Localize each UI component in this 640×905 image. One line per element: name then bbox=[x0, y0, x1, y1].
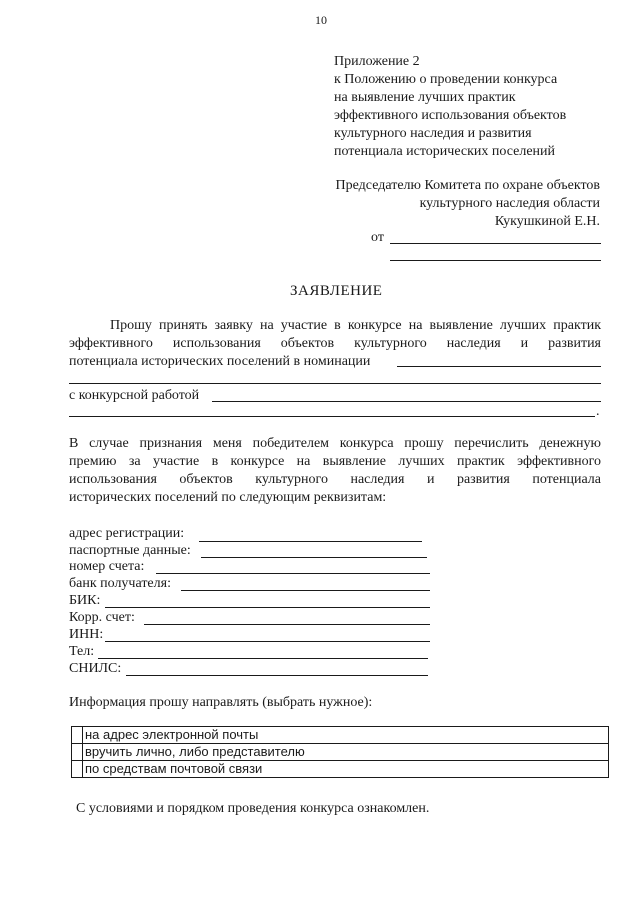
delivery-option-row[interactable] bbox=[72, 744, 609, 761]
bik-field[interactable] bbox=[105, 607, 430, 608]
closing-statement: С условиями и порядком проведения конкурса ознакомлен. bbox=[76, 801, 430, 816]
page-number: 10 bbox=[315, 13, 327, 27]
appendix-line: эффективного использования объектов bbox=[334, 108, 567, 123]
delivery-options-table bbox=[71, 726, 609, 778]
nomination-field-continued[interactable] bbox=[69, 383, 601, 384]
account-field[interactable] bbox=[156, 573, 430, 574]
paragraph2-line1: В случае признания меня победителем конкурса прошу перечислить денежную bbox=[69, 436, 601, 451]
appendix-block bbox=[334, 54, 566, 162]
option-post-label: по средствам почтовой связи bbox=[83, 761, 609, 778]
paragraph1-line2: эффективного использования объектов культурного наследия и развития bbox=[69, 336, 601, 351]
addressee-block bbox=[336, 178, 600, 232]
info-prompt: Информация прошу направлять (выбрать нужное): bbox=[69, 695, 373, 710]
addressee-line-1: Председателю Комитета по охране объектов bbox=[335, 178, 600, 193]
address-field[interactable] bbox=[199, 541, 422, 542]
corr-account-label: Корр. счет: bbox=[69, 610, 135, 625]
from-field-line-1[interactable] bbox=[390, 243, 601, 244]
addressee-line-3: Кукушкиной Е.Н. bbox=[494, 214, 600, 229]
paragraph1-line1: Прошу принять заявку на участие в конкурсе на выявление лучших практик bbox=[110, 318, 601, 333]
work-end-mark: . bbox=[596, 404, 600, 419]
checkbox-post[interactable] bbox=[72, 761, 83, 778]
paragraph2-line2: премию за участие в конкурсе на выявление лучших практик эффективного bbox=[69, 454, 601, 469]
snils-label: СНИЛС: bbox=[69, 661, 122, 676]
document-title: ЗАЯВЛЕНИЕ bbox=[290, 283, 383, 299]
inn-label: ИНН: bbox=[69, 627, 104, 642]
from-label: от bbox=[371, 230, 384, 245]
paragraph2-line3: использования объектов культурного наследия и развития потенциала bbox=[69, 472, 601, 487]
bik-label: БИК: bbox=[69, 593, 101, 608]
snils-field[interactable] bbox=[126, 675, 428, 676]
passport-label: паспортные данные: bbox=[69, 543, 191, 558]
work-field-continued[interactable] bbox=[69, 416, 595, 417]
checkbox-in-person[interactable] bbox=[72, 744, 83, 761]
addressee-line-2: культурного наследия области bbox=[419, 196, 600, 211]
work-field[interactable] bbox=[212, 401, 601, 402]
appendix-line: культурного наследия и развития bbox=[334, 126, 532, 141]
option-in-person-label: вручить лично, либо представителю bbox=[83, 744, 609, 761]
account-label: номер счета: bbox=[69, 559, 145, 574]
tel-label: Тел: bbox=[69, 644, 95, 659]
appendix-line: к Положению о проведении конкурса bbox=[334, 72, 558, 87]
passport-field[interactable] bbox=[201, 557, 427, 558]
from-field-line-2[interactable] bbox=[390, 260, 601, 261]
paragraph1-line3: потенциала исторических поселений в номинации bbox=[69, 354, 371, 369]
inn-field[interactable] bbox=[105, 641, 430, 642]
delivery-option-row[interactable] bbox=[72, 761, 609, 778]
work-label: с конкурсной работой bbox=[69, 388, 200, 403]
appendix-line: на выявление лучших практик bbox=[334, 90, 516, 105]
corr-account-field[interactable] bbox=[144, 624, 430, 625]
option-email-label: на адрес электронной почты bbox=[83, 727, 609, 744]
appendix-line: Приложение 2 bbox=[334, 54, 420, 69]
bank-field[interactable] bbox=[181, 590, 430, 591]
bank-label: банк получателя: bbox=[69, 576, 171, 591]
nomination-field[interactable] bbox=[397, 366, 601, 367]
appendix-line: потенциала исторических поселений bbox=[334, 144, 556, 159]
delivery-option-row[interactable] bbox=[72, 727, 609, 744]
tel-field[interactable] bbox=[98, 658, 428, 659]
checkbox-email[interactable] bbox=[72, 727, 83, 744]
address-label: адрес регистрации: bbox=[69, 526, 185, 541]
paragraph2-line4: исторических поселений по следующим реквизитам: bbox=[69, 490, 387, 505]
